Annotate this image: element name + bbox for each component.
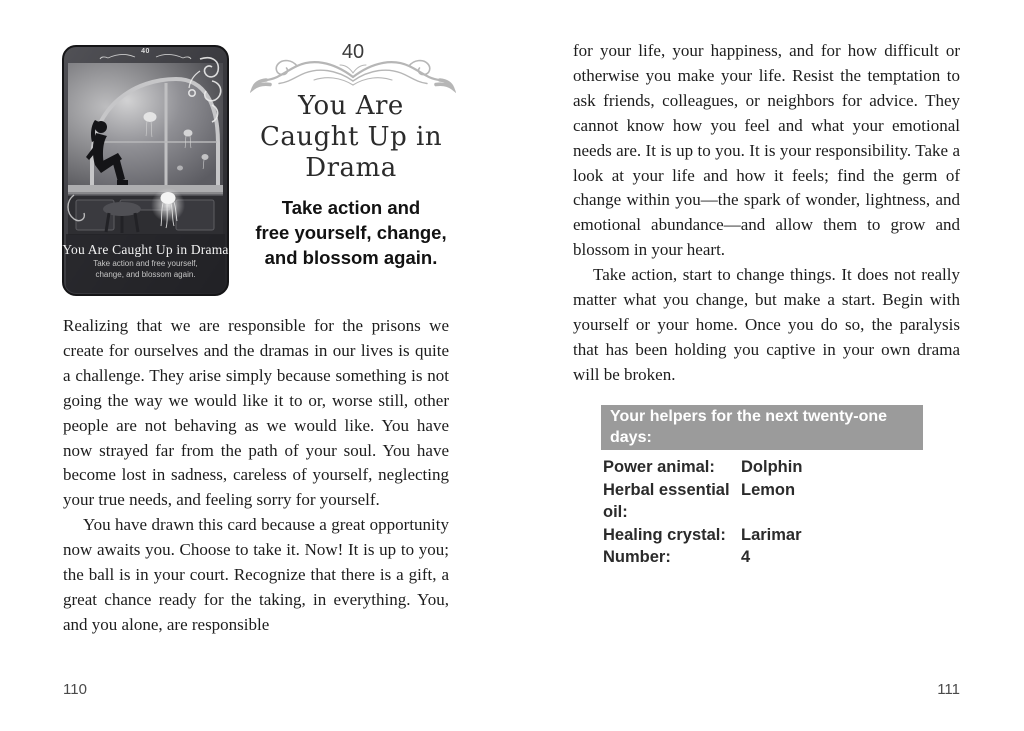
- right-page-body: [573, 39, 960, 388]
- helper-label: Herbal essential oil:: [603, 480, 730, 521]
- chapter-subtitle-line: Take action and: [281, 197, 421, 218]
- chapter-subtitle: [240, 195, 462, 270]
- chapter-title-line: Caught Up in: [259, 122, 443, 152]
- chapter-title-line: You Are: [298, 91, 404, 121]
- helper-value: 4: [741, 548, 751, 566]
- page-number-right: 111: [937, 681, 960, 698]
- helper-label: Healing crystal:: [603, 525, 726, 544]
- left-page-body: [63, 314, 449, 638]
- helper-value: Dolphin: [741, 458, 803, 476]
- chapter-title-line: Drama: [305, 153, 397, 183]
- helper-label: Number:: [603, 548, 671, 566]
- body-paragraph: You have drawn this card because a great opportunity now awaits you. Choose to take it. Now! It is up to you; the ball is in your court. Recognize that there is a gift, a great chance ready for the taking, in everything. You, and you alone, are responsible: [63, 515, 449, 634]
- body-paragraph: Take action, start to change things. It does not really matter what you change, but make a start. Begin with yourself or your home. Once you do so, the paralysis that has been holding you captive in your own drama will be broken.: [573, 265, 960, 384]
- helpers-box: [573, 405, 960, 569]
- card-title: You Are Caught Up in Drama: [62, 242, 229, 257]
- oracle-card: [62, 45, 229, 296]
- helper-value: Lemon: [741, 480, 796, 499]
- helper-row: [603, 546, 960, 569]
- chapter-subtitle-line: and blossom again.: [264, 247, 438, 268]
- card-subtitle: Take action and free yourself, change, and blossom again.: [93, 259, 198, 279]
- chapter-subtitle-line: free yourself, change,: [255, 222, 447, 243]
- body-paragraph: for your life, your happiness, and for how difficult or otherwise you make your life. Resist the temptation to ask friends, colleagues, or neighbors for advice. They cannot know how you feel and what your emotional needs are. It is up to you. It is your responsibility. Take a look at your life and how it feels; find the germ of change within you—the spark of wonder, lightness, and emotional abundance—and allow them to grow and blossom in your heart.: [573, 41, 960, 260]
- helpers-header: Your helpers for the next twenty-one days:: [601, 405, 923, 450]
- chapter-title: [234, 91, 468, 184]
- helpers-rows: [603, 450, 960, 569]
- helper-row: [603, 524, 960, 547]
- chapter-number: 40: [341, 41, 365, 63]
- body-paragraph: Realizing that we are responsible for the prisons we create for ourselves and the dramas in our lives is quite a challenge. They arise simply because something is not going the way we would like it to or, worse still, other people are not behaving as we would like. You have now strayed far from the path of your soul. You have become lost in sadness, careless of yourself, neglecting your true needs, and feeling sorry for yourself.: [63, 316, 449, 510]
- helper-row: [603, 479, 960, 524]
- helper-label: Power animal:: [603, 458, 715, 476]
- helper-value: Larimar: [741, 525, 802, 544]
- helper-row: [603, 456, 960, 479]
- card-number: 40: [141, 48, 150, 55]
- page-number-left: 110: [63, 681, 87, 698]
